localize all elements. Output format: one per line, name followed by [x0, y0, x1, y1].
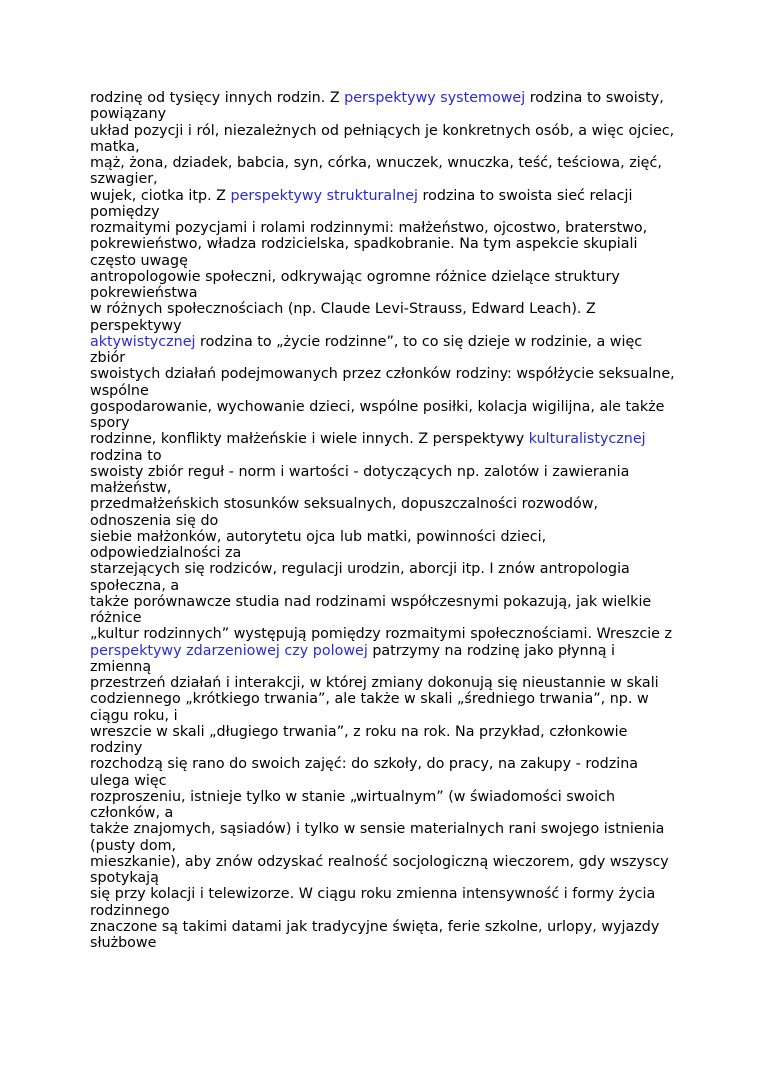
highlighted-term: perspektywy systemowej	[344, 90, 526, 106]
text-segment: mieszkanie), aby znów odzyskać realność socjologiczną wieczorem, gdy wszyscy	[90, 853, 669, 870]
text-line	[90, 318, 680, 334]
highlighted-term: perspektywy strukturalnej	[230, 187, 418, 204]
text-segment: odnoszenia się do	[90, 512, 219, 529]
text-segment: rodzinne, konflikty małżeńskie i wiele innych. Z perspektywy	[90, 431, 529, 448]
text-segment: antropologowie społeczni, odkrywając ogromne różnice dzielące struktury	[90, 268, 620, 285]
text-line	[90, 545, 680, 561]
text-line	[90, 724, 680, 740]
text-line	[90, 431, 680, 447]
text-line	[90, 675, 680, 691]
document-body-text	[90, 90, 680, 951]
text-segment: przestrzeń działań i interakcji, w której zmiany dokonują się nieustannie w skali	[90, 675, 659, 691]
text-line	[90, 529, 680, 545]
text-segment: także porównawcze studia nad rodzinami współczesnymi pokazują, jak wielkie	[90, 593, 652, 610]
text-line	[90, 870, 680, 886]
text-segment: ulega więc	[90, 772, 167, 789]
text-line	[90, 155, 680, 171]
text-segment: rozchodzą się rano do swoich zajęć: do szkoły, do pracy, na zakupy - rodzina	[90, 756, 639, 773]
text-line	[90, 773, 680, 789]
text-line	[90, 236, 680, 252]
text-line	[90, 626, 680, 642]
text-line	[90, 594, 680, 610]
text-line	[90, 383, 680, 399]
text-line	[90, 269, 680, 285]
text-segment: społeczna, a	[90, 577, 180, 594]
text-line	[90, 415, 680, 431]
text-segment: starzejących się rodziców, regulacji urodzin, aborcji itp. I znów antropologia	[90, 561, 630, 578]
text-line	[90, 188, 680, 204]
text-line	[90, 903, 680, 919]
text-line	[90, 935, 680, 951]
text-line	[90, 919, 680, 935]
text-segment: wspólne	[90, 382, 149, 399]
text-line	[90, 561, 680, 577]
text-line	[90, 643, 680, 659]
text-line	[90, 204, 680, 220]
text-line	[90, 480, 680, 496]
text-segment: rodzina to swoista sieć relacji	[418, 187, 633, 204]
text-line	[90, 691, 680, 707]
text-segment: (pusty dom,	[90, 837, 177, 854]
text-line	[90, 659, 680, 675]
text-segment: spory	[90, 415, 130, 431]
text-line	[90, 448, 680, 464]
text-segment: pomiędzy	[90, 203, 160, 220]
text-line	[90, 838, 680, 854]
text-line	[90, 756, 680, 772]
text-line	[90, 821, 680, 837]
text-line	[90, 285, 680, 301]
text-segment: rodzinę od tysięcy innych rodzin. Z	[90, 90, 345, 106]
text-line	[90, 350, 680, 366]
text-segment: także znajomych, sąsiadów) i tylko w sensie materialnych rani swojego istnienia	[90, 821, 665, 838]
text-segment: szwagier,	[90, 171, 158, 188]
text-segment: codziennego „krótkiego trwania”, ale także w skali „średniego trwania”, np. w	[90, 691, 649, 708]
text-segment: członków, a	[90, 805, 174, 821]
text-segment: rodzina to „życie rodzinne”, to co się dzieje w rodzinie, a więc	[195, 333, 643, 350]
text-line	[90, 578, 680, 594]
text-segment: powiązany	[90, 106, 167, 123]
text-segment: małżeństw,	[90, 480, 172, 496]
text-line	[90, 513, 680, 529]
text-line	[90, 90, 680, 106]
text-segment: zbiór	[90, 350, 126, 366]
text-line	[90, 496, 680, 512]
text-segment: siebie małżonków, autorytetu ojca lub matki, powinności dzieci,	[90, 528, 547, 545]
text-line	[90, 886, 680, 902]
text-segment: się przy kolacji i telewizorze. W ciągu roku zmienna intensywność i formy życia	[90, 886, 656, 903]
text-line	[90, 789, 680, 805]
text-segment: swoisty zbiór reguł - norm i wartości - dotyczących np. zalotów i zawierania	[90, 463, 630, 480]
text-segment: mąż, żona, dziadek, babcia, syn, córka, wnuczek, wnuczka, teść, teściowa, zięć,	[90, 155, 662, 171]
text-segment: perspektywy	[90, 317, 182, 334]
text-segment: przedmałżeńskich stosunków seksualnych, dopuszczalności rozwodów,	[90, 496, 598, 513]
text-line	[90, 805, 680, 821]
text-segment: w różnych społecznościach (np. Claude Levi-Strauss, Edward Leach). Z	[90, 301, 596, 318]
text-segment: „kultur rodzinnych” występują pomiędzy rozmaitymi społecznościami. Wreszcie z	[90, 626, 673, 643]
text-segment: rodziny	[90, 740, 143, 756]
text-segment: wujek, ciotka itp. Z	[90, 187, 231, 204]
text-segment: swoistych działań podejmowanych przez członków rodziny: współżycie seksualne,	[90, 366, 675, 383]
text-line	[90, 334, 680, 350]
text-line	[90, 854, 680, 870]
text-line	[90, 610, 680, 626]
text-line	[90, 301, 680, 317]
text-line	[90, 220, 680, 236]
text-segment: ciągu roku, i	[90, 707, 178, 724]
text-segment: gospodarowanie, wychowanie dzieci, wspólne posiłki, kolacja wigilijna, ale także	[90, 398, 665, 415]
text-segment: wreszcie w skali „długiego trwania”, z roku na rok. Na przykład, członkowie	[90, 723, 628, 740]
text-line	[90, 464, 680, 480]
text-line	[90, 171, 680, 187]
text-segment: rodzinnego	[90, 902, 170, 919]
text-segment: różnice	[90, 610, 142, 626]
text-segment: zmienną	[90, 658, 152, 675]
text-line	[90, 123, 680, 139]
text-line	[90, 740, 680, 756]
text-segment: pokrewieństwo, władza rodzicielska, spadkobranie. Na tym aspekcie skupiali	[90, 236, 638, 253]
text-line	[90, 708, 680, 724]
text-line	[90, 253, 680, 269]
text-line	[90, 366, 680, 382]
text-segment: spotykają	[90, 870, 159, 886]
highlighted-term: perspektywy zdarzeniowej czy polowej	[90, 642, 368, 659]
text-segment: służbowe	[90, 935, 157, 951]
text-segment: rodzina to swoisty,	[525, 90, 664, 106]
text-segment: patrzymy na rodzinę jako płynną i	[367, 642, 615, 659]
text-segment: matka,	[90, 138, 140, 155]
text-line	[90, 139, 680, 155]
text-segment: rozmaitymi pozycjami i rolami rodzinnymi: małżeństwo, ojcostwo, braterstwo,	[90, 220, 648, 236]
text-segment: odpowiedzialności za	[90, 545, 242, 561]
text-segment: układ pozycji i ról, niezależnych od pełniących je konkretnych osób, a więc ojciec,	[90, 122, 675, 139]
highlighted-term: aktywistycznej	[90, 333, 196, 350]
text-segment: rodzina to	[90, 447, 162, 464]
text-line	[90, 106, 680, 122]
text-segment: rozproszeniu, istnieje tylko w stanie „wirtualnym” (w świadomości swoich	[90, 788, 616, 805]
text-segment: często uwagę	[90, 252, 188, 269]
highlighted-term: kulturalistycznej	[528, 431, 646, 448]
text-segment: pokrewieństwa	[90, 285, 198, 301]
text-segment: znaczone są takimi datami jak tradycyjne święta, ferie szkolne, urlopy, wyjazdy	[90, 918, 660, 935]
text-line	[90, 399, 680, 415]
